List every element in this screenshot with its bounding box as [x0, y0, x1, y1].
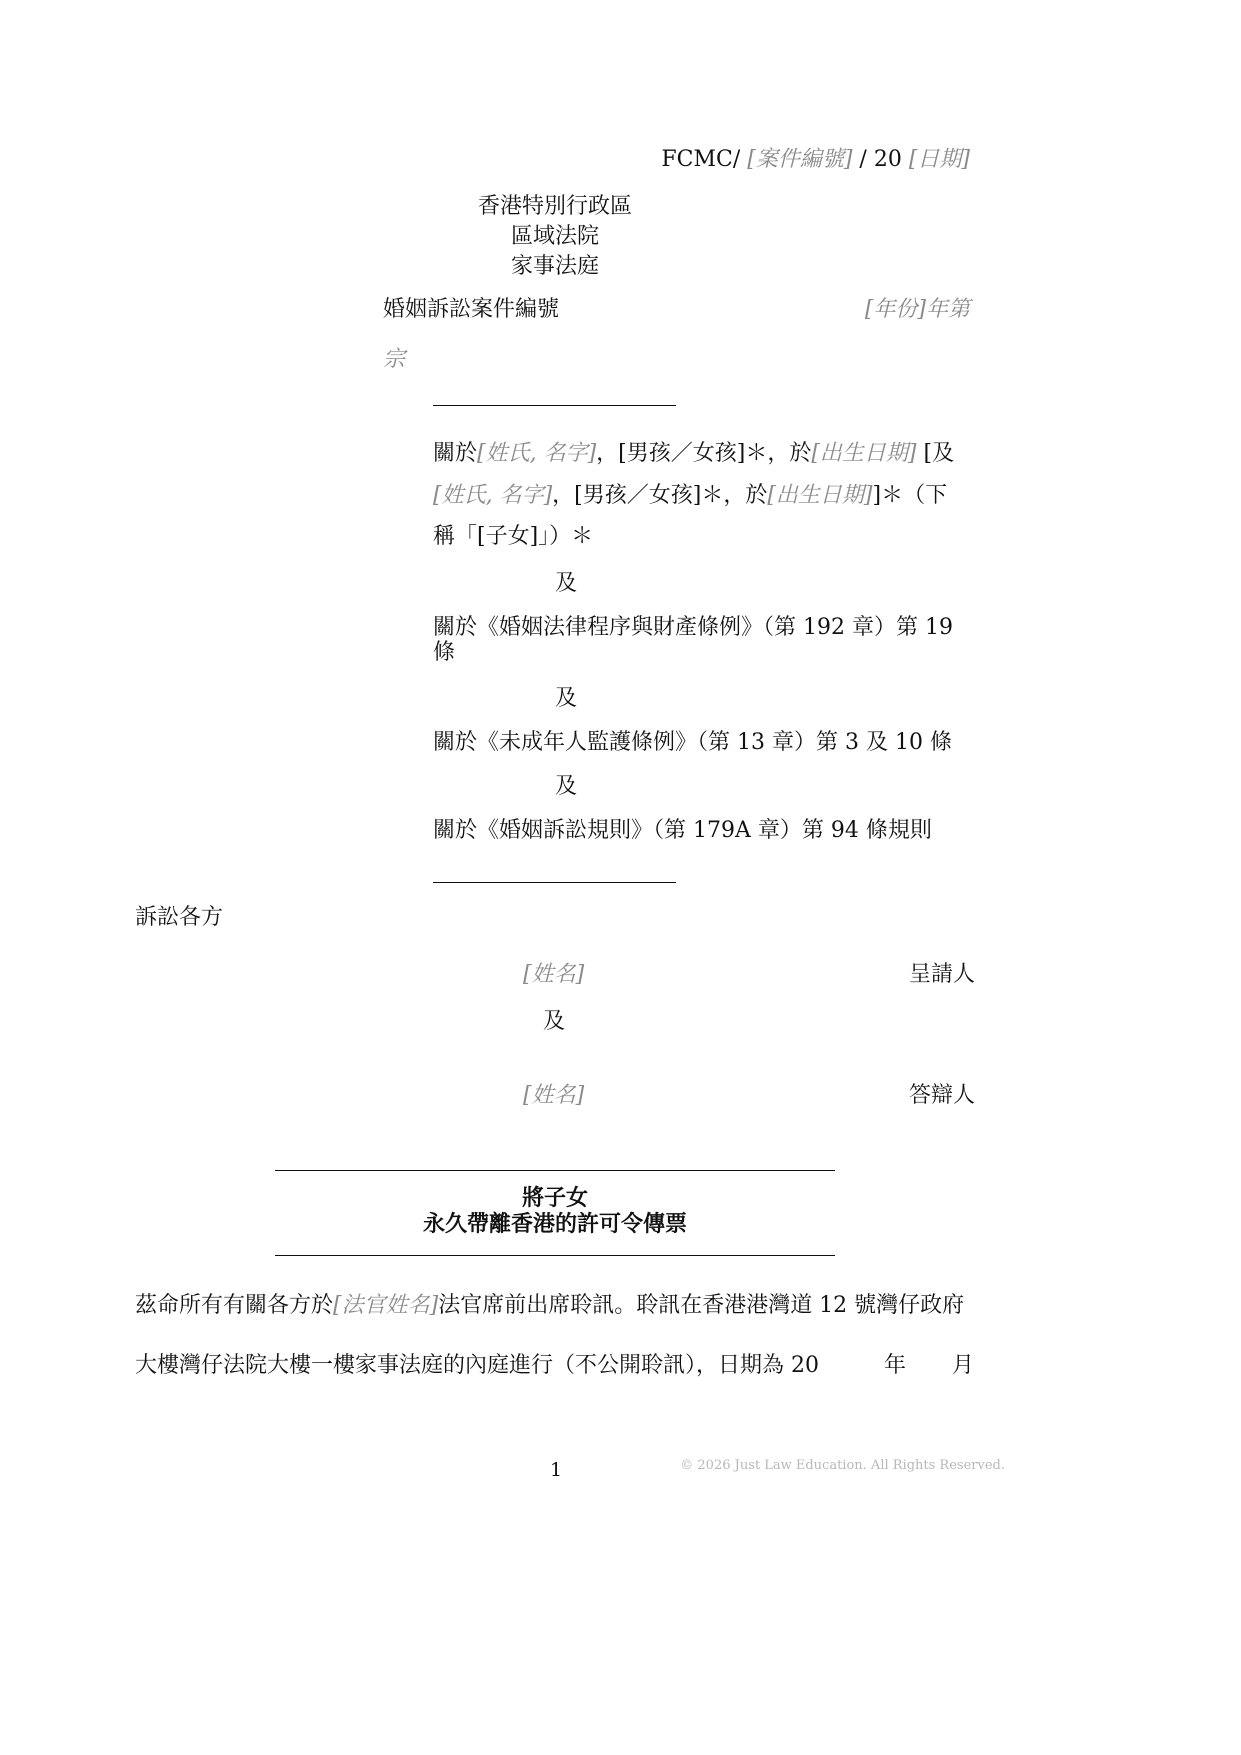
- and-connector-3: 及: [555, 774, 578, 799]
- and-connector-2: 及: [555, 686, 578, 711]
- respondent-name-placeholder[interactable]: [姓名]: [523, 1083, 585, 1108]
- petitioner-role: 呈請人: [908, 962, 975, 987]
- and-connector-1: 及: [555, 571, 578, 596]
- divider-top: [433, 405, 676, 406]
- body-month-label: 月: [952, 1353, 975, 1378]
- case-ref-mid: / 20: [852, 147, 909, 172]
- body-year-label: 年: [884, 1353, 907, 1378]
- case-number-placeholder[interactable]: [案件編號]: [747, 147, 853, 172]
- child-name-placeholder-1[interactable]: [姓氏, 名字]: [477, 441, 597, 466]
- court-line-3: 家事法庭: [510, 254, 599, 279]
- rules-cap-179a: 關於《婚姻訴訟規則》（第 179A 章）第 94 條規則: [433, 818, 932, 843]
- court-heading: [455, 192, 655, 282]
- title-rule-top: [275, 1170, 835, 1171]
- case-reference: [661, 145, 970, 175]
- case-suffix: 宗: [383, 347, 406, 372]
- parties-and: 及: [543, 1009, 566, 1034]
- petitioner-name-placeholder[interactable]: [姓名]: [523, 962, 585, 987]
- ordinance-cap-13: 關於《未成年人監護條例》（第 13 章）第 3 及 10 條: [433, 730, 952, 755]
- action-label: 婚姻訴訟案件編號: [383, 297, 560, 322]
- title-rule-bottom: [275, 1255, 835, 1256]
- ordinance-cap-192: 關於《婚姻法律程序與財產條例》（第 192 章）第 19: [433, 615, 953, 640]
- parties-heading: 訴訟各方: [135, 905, 224, 930]
- court-line-2: 區域法院: [510, 224, 599, 249]
- title-line-2: 永久帶離香港的許可令傳票: [422, 1211, 687, 1237]
- date-placeholder[interactable]: [日期]: [908, 147, 970, 172]
- year-suffix: 年第: [925, 297, 970, 322]
- body-line-1: 茲命所有有關各方於[法官姓名]法官席前出席聆訊。聆訊在香港港灣道 12 號灣仔政府: [135, 1293, 965, 1318]
- respondent-role: 答辯人: [908, 1083, 975, 1108]
- body-line-2: 大樓灣仔法院大樓一樓家事法庭的內庭進行（不公開聆訊），日期為 20: [135, 1353, 819, 1378]
- child-matter-line-3: 稱「[子女]」）＊: [433, 524, 594, 549]
- year-placeholder[interactable]: [年份]: [864, 297, 926, 322]
- case-ref-prefix: FCMC/: [661, 147, 748, 172]
- court-line-1: 香港特別行政區: [477, 194, 632, 219]
- child-matter-line-1: 關於[姓氏, 名字]，[男孩／女孩]＊，於[出生日期] [及: [433, 441, 955, 466]
- document-title: [275, 1185, 835, 1237]
- ordinance-cap-192-cont: 條: [433, 640, 456, 665]
- judge-name-placeholder[interactable]: [法官姓名]: [333, 1293, 439, 1318]
- child-name-placeholder-2[interactable]: [姓氏, 名字]: [433, 483, 553, 508]
- page-number: 1: [550, 1459, 563, 1481]
- copyright-notice: © 2026 Just Law Education. All Rights Reserved.: [680, 1458, 1005, 1473]
- title-line-1: 將子女: [521, 1185, 588, 1211]
- divider-bottom: [433, 882, 676, 883]
- child-matter-line-2: [姓氏, 名字]，[男孩／女孩]＊，於[出生日期]]＊（下: [433, 483, 948, 508]
- action-year: [865, 295, 970, 325]
- child-dob-placeholder-1[interactable]: [出生日期]: [811, 441, 917, 466]
- child-dob-placeholder-2[interactable]: [出生日期]: [767, 483, 873, 508]
